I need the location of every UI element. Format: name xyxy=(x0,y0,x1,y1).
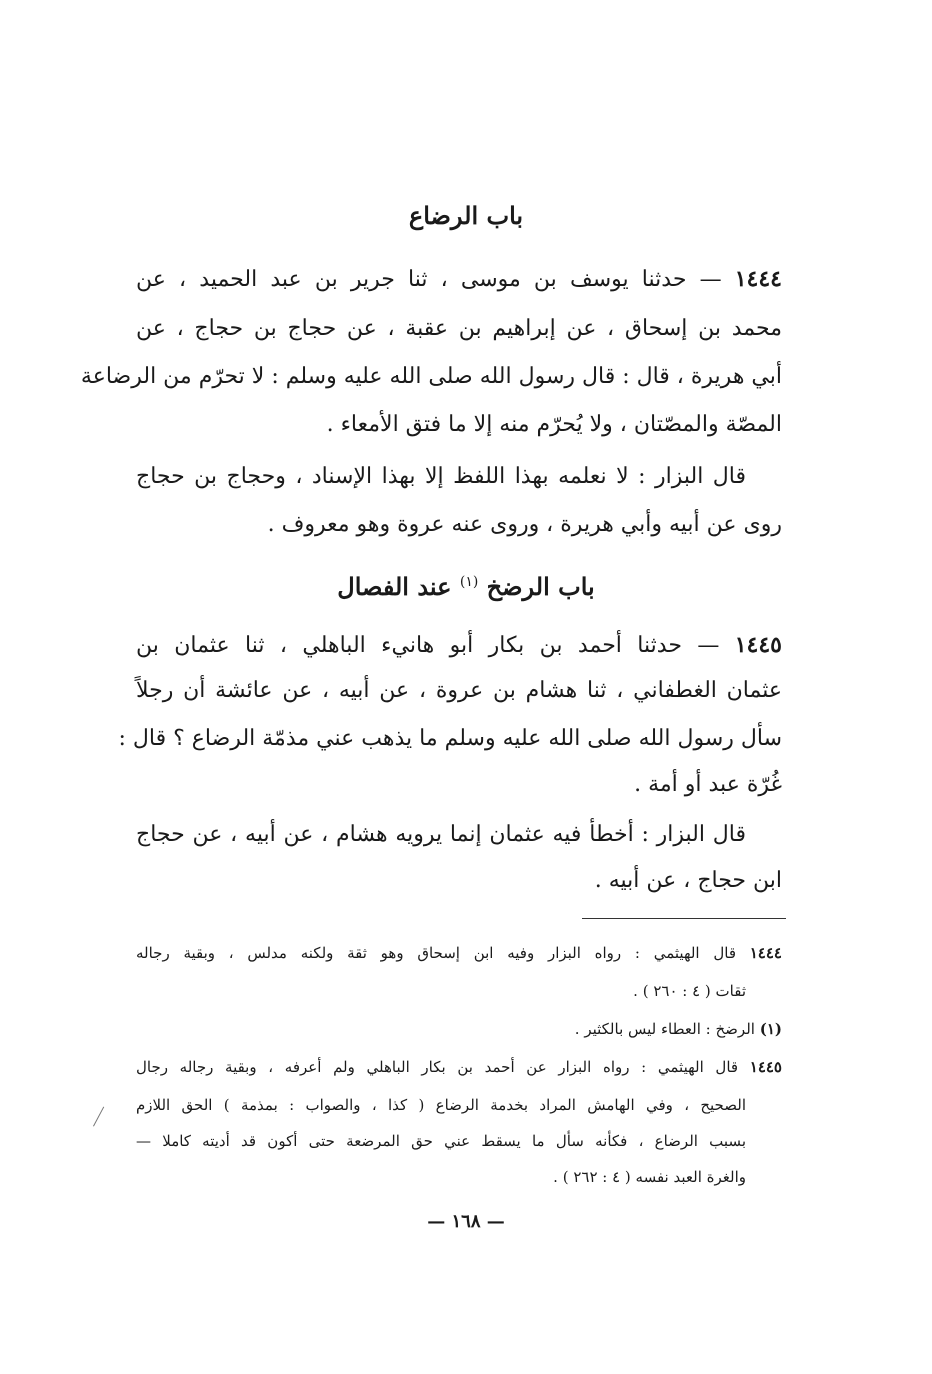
footnote-ref: ١٤٤٤ xyxy=(749,944,782,962)
comment-1445-line-2: ابن حجاج ، عن أبيه . xyxy=(594,868,782,893)
footnote-text: قال الهيثمي : رواه البزار عن أحمد بن بكار الباهلي ولم أعرفه ، وبقية رجاله رجال xyxy=(136,1058,739,1076)
footnote-1-line-1 xyxy=(136,1014,782,1044)
footnote-1445-line-1 xyxy=(136,1052,782,1082)
footnote-1444-line-1 xyxy=(136,938,782,968)
footnote-1444-line-2: ثقات ( ٤ : ٢٦٠ ) . xyxy=(633,982,746,1000)
section-heading-radaa: باب الرضاع xyxy=(408,201,524,230)
page-number: — ١٦٨ — xyxy=(427,1211,505,1232)
hadith-1444-line-1 xyxy=(136,256,782,302)
comment-1444-line-1: قال البزار : لا نعلمه بهذا اللفظ إلا بهذا الإسناد ، وحجاج بن حجاج xyxy=(136,464,746,489)
hadith-number: ١٤٤٤ xyxy=(734,266,782,292)
comment-1445-line-1: قال البزار : أخطأ فيه عثمان إنما يرويه هشام ، عن أبيه ، عن حجاج xyxy=(136,822,746,847)
hadith-1444-line-2: محمد بن إسحاق ، عن إبراهيم بن عقبة ، عن حجاج بن حجاج ، عن xyxy=(136,316,782,341)
footnote-ref: ١٤٤٥ xyxy=(749,1058,782,1076)
hadith-number: ١٤٤٥ xyxy=(734,632,782,658)
hadith-text: — حدثنا يوسف بن موسى ، ثنا جرير بن عبد الحميد ، عن xyxy=(136,267,722,292)
footnote-1445-line-2: الصحيح ، وفي الهامش المراد بخدمة الرضاع ( كذا ، والصواب : بمذمة ) الحق اللازم xyxy=(136,1096,746,1114)
heading-rest: عند الفصال xyxy=(337,572,452,601)
hadith-1445-line-1 xyxy=(136,622,782,668)
hadith-1445-line-4: غُرّة عبد أو أمة . xyxy=(634,772,782,797)
footnote-1445-line-4: والغرة العبد نفسه ( ٤ : ٢٦٢ ) . xyxy=(553,1168,746,1186)
hadith-1445-line-3: سأل رسول الله صلى الله عليه وسلم ما يذهب عني مذمّة الرضاع ؟ قال : xyxy=(118,726,782,751)
hadith-1444-line-4: المصّة والمصّتان ، ولا يُحرّم منه إلا ما فتق الأمعاء . xyxy=(326,412,782,437)
hadith-text: — حدثنا أحمد بن بكار أبو هانيء الباهلي ، ثنا عثمان بن xyxy=(136,633,720,658)
footnote-1445-line-3: بسبب الرضاع ، فكأنه سأل ما يسقط عني حق المرضعة حتى أكون قد أديته كاملا — xyxy=(136,1132,746,1150)
section-heading-radkh xyxy=(0,562,932,607)
footnote-text: قال الهيثمي : رواه البزار وفيه ابن إسحاق وهو ثقة ولكنه مدلس ، وبقية رجاله xyxy=(136,944,736,962)
hadith-1444-line-3: أبي هريرة ، قال : قال رسول الله صلى الله عليه وسلم : لا تحرّم من الرضاعة xyxy=(80,364,782,389)
comment-1444-line-2: روى عن أبيه وأبي هريرة ، وروى عنه عروة وهو معروف . xyxy=(267,512,782,537)
footnote-reference: (١) xyxy=(459,574,479,590)
margin-pen-mark xyxy=(93,1107,106,1128)
footnote-ref: (١) xyxy=(759,1020,782,1038)
footnote-separator xyxy=(582,918,786,919)
footnote-text: الرضخ : العطاء ليس بالكثير . xyxy=(574,1020,755,1038)
heading-main: باب الرضخ xyxy=(486,572,595,601)
hadith-1445-line-2: عثمان الغطفاني ، ثنا هشام بن عروة ، عن أبيه ، عن عائشة أن رجلاً xyxy=(136,678,782,703)
